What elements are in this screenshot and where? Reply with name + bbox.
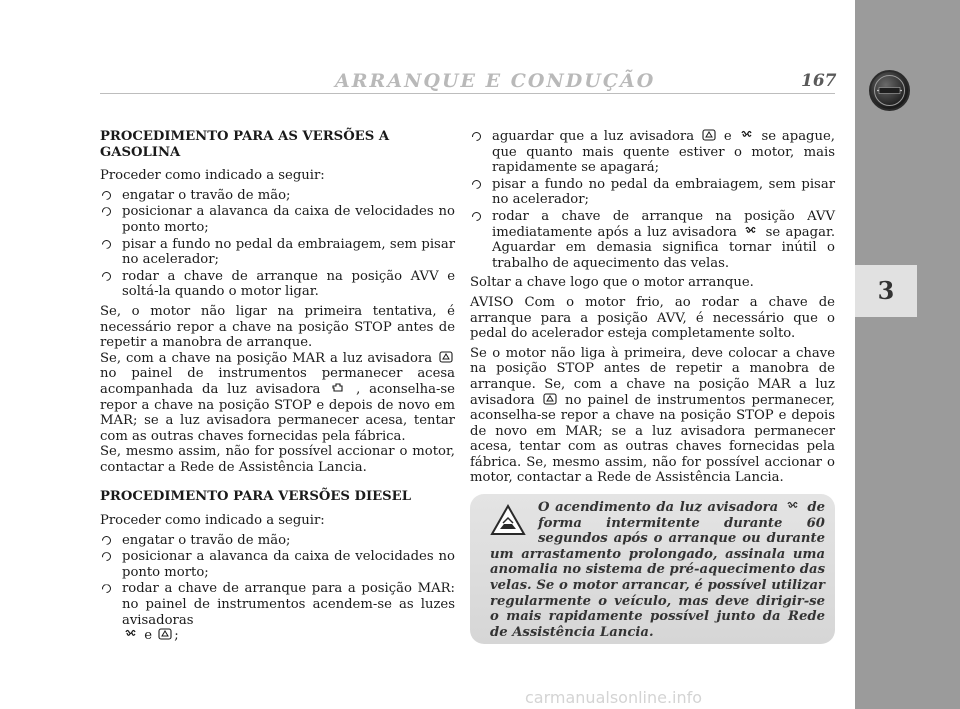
engine-check-icon xyxy=(331,382,345,393)
intro-gasoline: Proceder como indicado a seguir: xyxy=(100,168,325,184)
bullet-icon xyxy=(472,180,481,189)
list-item: posicionar a alavanca da caixa de velocidades no ponto morto; xyxy=(100,549,455,580)
immobilizer-warning-icon xyxy=(702,129,716,140)
left-column xyxy=(100,129,455,648)
bullet-icon xyxy=(102,191,111,200)
paragraph: Soltar a chave logo que o motor arranque. xyxy=(470,275,754,291)
paragraph: Se o motor não liga à primeira, deve colocar a chave na posição STOP antes de repetir a manobra de arranque. Se, com a chave na posição MAR a luz avisadora no painel de instrumentos permanecer, aconselha-se repor a chave na posição STOP e depois de novo em MAR; se a luz avisadora permanecer acesa, tentar com as outras chaves fornecidas pela fábrica. Se, mesmo assim, não for possível accionar o motor, contactar a Rede de Assistência Lancia. xyxy=(470,345,835,486)
lancia-emblem xyxy=(871,72,908,109)
immobilizer-warning-icon xyxy=(543,393,557,404)
list-item: posicionar a alavanca da caixa de velocidades no ponto morto; xyxy=(100,204,455,235)
paragraph: Se, o motor não ligar na primeira tentativa, é necessário repor a chave na posição STOP antes de repetir a manobra de arranque. xyxy=(100,303,455,351)
bullet-icon xyxy=(102,552,111,561)
chapter-tab[interactable] xyxy=(855,265,917,317)
glow-plug-icon xyxy=(740,129,754,140)
list-item: rodar a chave de arranque na posição AVV imediatamente após a luz avisadora se apagar. Aguardar em demasia significa tornar inútil o trabalho de aquecimento das velas. xyxy=(470,209,835,271)
steps-diesel xyxy=(100,533,455,644)
right-column xyxy=(470,129,835,490)
heading-diesel: PROCEDIMENTO PARA VERSÕES DIESEL xyxy=(100,489,412,505)
paragraph: AVISO Com o motor frio, ao rodar a chave de arranque para a posição AVV, é necessário que o pedal do acelerador esteja completamente solto. xyxy=(470,294,835,342)
bullet-icon xyxy=(472,132,481,141)
bullet-icon xyxy=(472,212,481,221)
bullet-icon xyxy=(102,272,111,281)
list-item: engatar o travão de mão; xyxy=(100,533,455,549)
glow-plug-icon xyxy=(744,225,758,236)
list-item: pisar a fundo no pedal da embraiagem, sem pisar no acelerador; xyxy=(100,237,455,268)
glow-plug-icon xyxy=(124,628,138,639)
list-item: pisar a fundo no pedal da embraiagem, sem pisar no acelerador; xyxy=(470,177,835,208)
intro-diesel: Proceder como indicado a seguir: xyxy=(100,513,325,529)
bullet-icon xyxy=(102,536,111,545)
heading-gasoline: PROCEDIMENTO PARA AS VERSÕES A GASOLINA xyxy=(100,129,390,160)
list-item: engatar o travão de mão; xyxy=(100,188,455,204)
page-number: 167 xyxy=(801,71,837,91)
list-item: rodar a chave de arranque na posição AVV e soltá-la quando o motor ligar. xyxy=(100,269,455,300)
steps-gasoline xyxy=(100,188,455,300)
immobilizer-warning-icon xyxy=(439,351,453,362)
section-title: ARRANQUE E CONDUÇÃO xyxy=(335,70,656,92)
list-item: rodar a chave de arranque para a posição MAR: no painel de instrumentos acendem-se as luzes avisadoras e ; xyxy=(100,581,455,643)
bullet-icon xyxy=(102,240,111,249)
list-item: aguardar que a luz avisadora e se apague, que quanto mais quente estiver o motor, mais rapidamente se apagará; xyxy=(470,129,835,176)
chapter-number: 3 xyxy=(877,276,895,305)
immobilizer-warning-icon xyxy=(158,628,172,639)
glow-plug-icon xyxy=(786,500,800,511)
lancia-logo-icon xyxy=(869,70,910,111)
bullet-icon xyxy=(102,207,111,216)
warning-text: O acendimento da luz avisadora de forma intermitente durante 60 segundos após o arranque ou durante um arrastamento prolongado, assinala uma anomalia no sistema de pré-aquecimento das velas. Se o motor arrancar, é possível utilizar regularmente o veículo, mas deve dirigir-se o mais rapidamente possível junto da Rede de Assistência Lancia. xyxy=(490,500,825,640)
header-divider xyxy=(100,93,835,94)
bullet-icon xyxy=(102,584,111,593)
watermark: carmanualsonline.info xyxy=(525,688,703,707)
paragraph: Se, com a chave na posição MAR a luz avisadora no painel de instrumentos permanecer acesa acompanhada da luz avisadora , aconselha-se repor a chave na posição STOP e depois de novo em MAR; se a luz avisadora permanecer acesa, tentar com as outras chaves fornecidas pela fábrica. xyxy=(100,350,455,444)
paragraph: Se, mesmo assim, não for possível accionar o motor, contactar a Rede de Assistência Lancia. xyxy=(100,444,455,475)
steps-diesel-continued xyxy=(470,129,835,271)
warning-box xyxy=(470,494,835,644)
